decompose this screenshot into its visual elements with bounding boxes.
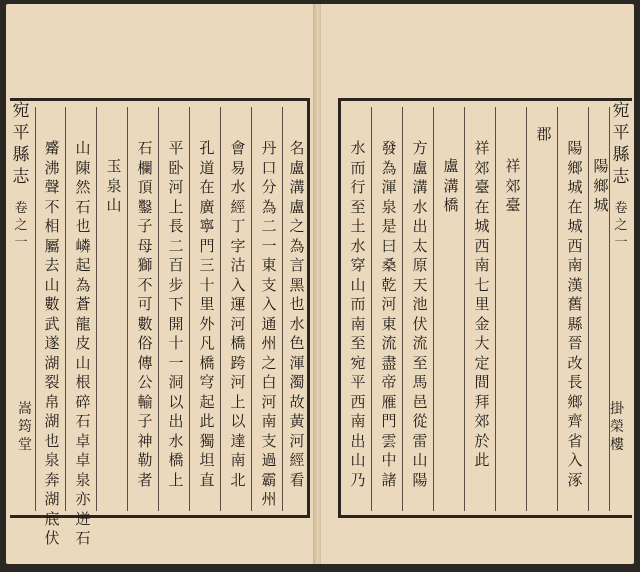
left-publisher: 嵩 筠 堂 [18, 401, 32, 453]
left-col-3: 會 易 水 經 丁 字 沽 入 運 河 橋 跨 河 上 以 達 南 北 [230, 139, 246, 489]
left-book-title: 宛 平 縣 志 [12, 101, 30, 187]
right-col-9: 水 而 行 至 土 水 穿 山 而 南 至 宛 平 西 南 出 山 乃 [350, 139, 366, 489]
right-juan: 卷 之 一 [614, 201, 628, 250]
right-col-1: 陽 鄉 城 [593, 157, 609, 214]
right-col-6: 盧 溝 橋 [443, 157, 459, 214]
right-text-frame [338, 98, 632, 518]
right-col-4: 祥 郊 臺 [505, 157, 521, 214]
left-col-6: 石 欄 頂 鑿 子 母 獅 不 可 數 俗 傳 公 輸 子 神 勒 者 [137, 139, 153, 489]
left-col-9: 觱 沸 聲 不 相 屬 去 山 數 武 遂 湖 裂 帛 湖 也 泉 奔 湖 底 伏 [44, 139, 60, 547]
right-col-7: 方 盧 溝 水 出 太 原 天 池 伏 流 至 馬 邑 從 雷 山 陽 [412, 139, 428, 489]
right-col-8: 發 為 渾 泉 是 曰 桑 乾 河 東 流 盡 帝 雁 門 雲 中 諸 [381, 139, 397, 489]
right-col-5: 祥 郊 臺 在 城 西 南 七 里 金 大 定 間 拜 郊 於 此 [474, 139, 490, 469]
left-col-5: 平 卧 河 上 長 二 百 步 下 開 十 一 洞 以 出 水 橋 上 [168, 139, 184, 489]
right-col-2: 陽 鄉 城 在 城 西 南 漢 舊 縣 晉 改 長 鄉 齊 省 入 涿 [567, 139, 583, 489]
left-col-2: 丹 口 分 為 二 一 東 支 入 通 州 之 白 河 南 支 過 霸 州 [261, 139, 277, 508]
left-juan: 卷 之 一 [14, 201, 28, 250]
left-col-1: 名 盧 溝 盧 之 為 言 黑 也 水 色 渾 濁 故 黃 河 經 看 [289, 139, 305, 489]
right-publisher: 掛 榮 樓 [610, 401, 624, 453]
left-col-4: 孔 道 在 廣 寧 門 三 十 里 外 凡 橋 穹 起 此 獨 坦 直 [199, 139, 215, 489]
left-col-8: 山 陳 然 石 也 嶙 起 為 蒼 龍 皮 山 根 碎 石 卓 卓 泉 亦 迸 石 [75, 139, 91, 547]
right-col-3: 郡 [536, 125, 552, 143]
left-col-7: 玉 泉 山 [106, 157, 122, 214]
left-text-frame [10, 98, 310, 547]
right-book-title: 宛 平 縣 志 [612, 101, 630, 187]
book-gutter [313, 4, 321, 564]
